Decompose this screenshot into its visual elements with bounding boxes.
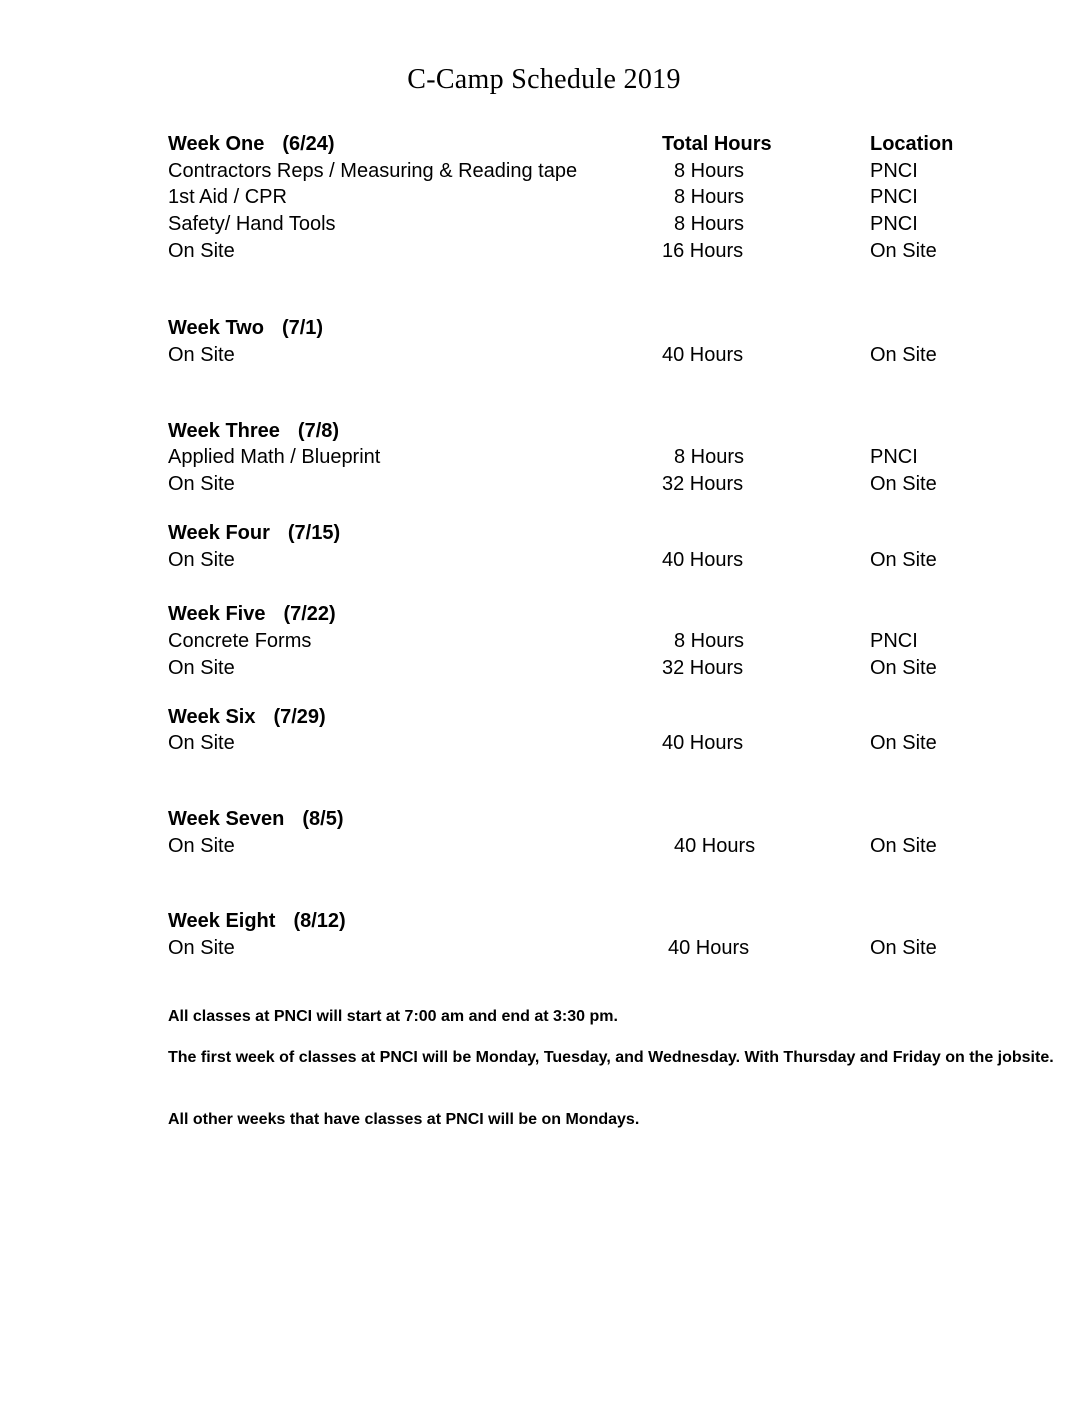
hours-cell: 40 Hours xyxy=(662,732,744,754)
hours-cell: 8 Hours xyxy=(674,213,745,235)
schedule-row xyxy=(168,628,1068,654)
location-cell: PNCI xyxy=(870,446,918,468)
location-cell: On Site xyxy=(870,240,937,262)
schedule-row xyxy=(168,211,1068,237)
hours-cell: 32 Hours xyxy=(662,657,744,679)
week-header-row xyxy=(168,704,1068,730)
schedule-row xyxy=(168,158,1068,184)
location-cell: PNCI xyxy=(870,186,918,208)
week-date: (8/12) xyxy=(293,910,346,932)
week-date: (8/5) xyxy=(302,808,344,830)
schedule-row xyxy=(168,444,1068,470)
hours-cell: 16 Hours xyxy=(662,240,744,262)
hours-cell: 40 Hours xyxy=(674,835,756,857)
week-label xyxy=(168,131,335,157)
week-date: (7/29) xyxy=(273,706,326,728)
activity-cell: Contractors Reps / Measuring & Reading tape xyxy=(168,160,578,182)
activity-cell: On Site xyxy=(168,549,235,571)
activity-cell: On Site xyxy=(168,835,235,857)
location-cell: On Site xyxy=(870,549,937,571)
week-label xyxy=(168,806,344,832)
week-date: (7/15) xyxy=(287,522,341,544)
week-name: Week Three xyxy=(168,420,280,442)
week-name: Week Six xyxy=(168,706,256,728)
activity-cell: 1st Aid / CPR xyxy=(168,186,287,208)
location-cell: PNCI xyxy=(870,630,918,652)
week-header-row xyxy=(168,418,1068,444)
activity-cell: Concrete Forms xyxy=(168,630,312,652)
note-other-weeks: All other weeks that have classes at PNCI will be on Mondays. xyxy=(168,1111,640,1128)
week-date: (7/8) xyxy=(297,420,340,442)
week-name: Week Seven xyxy=(168,808,285,830)
hours-cell: 40 Hours xyxy=(662,344,744,366)
hours-cell: 8 Hours xyxy=(674,446,745,468)
location-cell: On Site xyxy=(870,657,937,679)
week-header-row xyxy=(168,315,1068,341)
schedule-row xyxy=(168,342,1068,368)
week-header-row xyxy=(168,131,1068,157)
schedule-row xyxy=(168,935,1068,961)
location-cell: On Site xyxy=(870,732,937,754)
activity-cell: On Site xyxy=(168,937,235,959)
week-label xyxy=(168,601,336,627)
location-cell: On Site xyxy=(870,473,937,495)
activity-cell: On Site xyxy=(168,344,235,366)
week-name: Week One xyxy=(168,133,265,155)
note-class-times: All classes at PNCI will start at 7:00 am and end at 3:30 pm. xyxy=(168,1008,618,1025)
activity-cell: On Site xyxy=(168,473,235,495)
location-cell: PNCI xyxy=(870,213,918,235)
note-first-week: The first week of classes at PNCI will be Monday, Tuesday, and Wednesday. With Thursday and Friday on the jobsite. xyxy=(168,1049,1054,1066)
week-label xyxy=(168,908,346,934)
page-title: C-Camp Schedule 2019 xyxy=(407,64,681,95)
schedule-row xyxy=(168,238,1068,264)
hours-cell: 32 Hours xyxy=(662,473,744,495)
week-label xyxy=(168,315,323,341)
activity-cell: On Site xyxy=(168,657,235,679)
activity-cell: Safety/ Hand Tools xyxy=(168,213,336,235)
activity-cell: Applied Math / Blueprint xyxy=(168,446,381,468)
schedule-row xyxy=(168,547,1068,573)
activity-cell: On Site xyxy=(168,732,235,754)
hours-cell: 40 Hours xyxy=(662,549,744,571)
hours-cell: 8 Hours xyxy=(674,160,745,182)
week-header-row xyxy=(168,601,1068,627)
week-header-row xyxy=(168,806,1068,832)
week-name: Week Five xyxy=(168,603,266,625)
location-column-header: Location xyxy=(870,133,954,155)
location-cell: On Site xyxy=(870,344,937,366)
location-cell: PNCI xyxy=(870,160,918,182)
schedule-row xyxy=(168,655,1068,681)
week-label xyxy=(168,418,339,444)
week-date: (7/1) xyxy=(281,317,324,339)
week-name: Week Two xyxy=(168,317,264,339)
week-date: (6/24) xyxy=(282,133,335,155)
schedule-row xyxy=(168,833,1068,859)
week-label xyxy=(168,704,326,730)
week-header-row xyxy=(168,908,1068,934)
activity-cell: On Site xyxy=(168,240,235,262)
location-cell: On Site xyxy=(870,835,937,857)
schedule-row xyxy=(168,730,1068,756)
week-label xyxy=(168,520,340,546)
week-date: (7/22) xyxy=(283,603,336,625)
week-name: Week Four xyxy=(168,522,270,544)
week-header-row xyxy=(168,520,1068,546)
hours-cell: 8 Hours xyxy=(674,630,745,652)
schedule-row xyxy=(168,184,1068,210)
hours-cell: 8 Hours xyxy=(674,186,745,208)
location-cell: On Site xyxy=(870,937,937,959)
hours-cell: 40 Hours xyxy=(668,937,750,959)
schedule-row xyxy=(168,471,1068,497)
week-name: Week Eight xyxy=(168,910,276,932)
total-hours-column-header: Total Hours xyxy=(662,133,772,155)
